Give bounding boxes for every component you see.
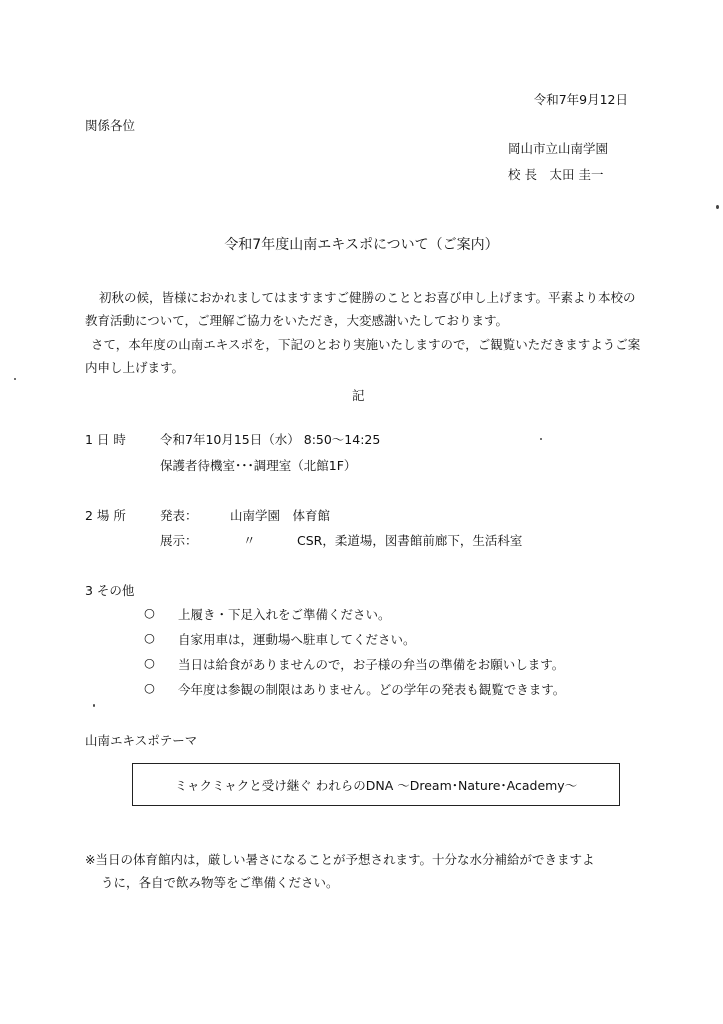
principal-name: 校 長 太田 圭一: [508, 167, 604, 182]
note-line-2: うに，各自で飲み物等をご準備ください。: [101, 875, 339, 890]
announcement-paragraph: さて，本年度の山南エキスポを，下記のとおり実施いたしますので，ご観覧いただきますようご案内申し上げます。: [85, 337, 641, 375]
scan-speck: [716, 205, 719, 209]
bullet-icon: ○: [144, 630, 155, 645]
datetime-value: 令和7年10月15日（水） 8:50～14:25: [160, 432, 381, 447]
scan-speck: [540, 438, 542, 440]
list-item: 今年度は参観の制限はありません。どの学年の発表も観覧できます。: [178, 682, 566, 697]
greeting-paragraph: 初秋の候，皆様におかれましてはますますご健勝のこととお喜び申し上げます。平素より本校の教育活動について，ご理解ご協力をいただき，大変感謝いたしております。: [85, 290, 636, 328]
other-label: 3 その他: [85, 583, 135, 598]
waiting-room: 保護者待機室･･･調理室（北館1F）: [160, 458, 357, 473]
list-item: 当日は給食がありませんので，お子様の弁当の準備をお願いします。: [178, 657, 565, 672]
bullet-icon: ○: [144, 655, 155, 670]
ditto-mark: 〃: [243, 533, 256, 548]
document-title: 令和7年度山南エキスポについて（ご案内）: [224, 237, 499, 253]
heat-note: [85, 848, 645, 894]
bullet-icon: ○: [144, 680, 155, 695]
addressee: 関係各位: [85, 118, 136, 133]
bullet-icon: ○: [144, 605, 155, 620]
theme-heading: 山南エキスポテーマ: [85, 733, 198, 748]
note-line-1: ※当日の体育館内は，厳しい暑さになることが予想されます。十分な水分補給ができますよ: [85, 852, 595, 867]
sender-block: [508, 136, 608, 188]
place-label: 2 場 所: [85, 508, 126, 523]
exhibit-label: 展示：: [160, 533, 198, 548]
list-item: 上履き・下足入れをご準備ください。: [178, 607, 391, 622]
presentation-label: 発表：: [160, 508, 198, 523]
datetime-label: 1 日 時: [85, 432, 126, 447]
theme-box: [132, 763, 620, 806]
scan-speck: [93, 704, 95, 707]
document-date: 令和7年9月12日: [533, 92, 628, 107]
exhibit-venue: CSR，柔道場，図書館前廊下，生活科室: [297, 533, 523, 548]
list-item: 自家用車は，運動場へ駐車してください。: [178, 632, 416, 647]
ki-heading: 記: [352, 388, 365, 403]
theme-text: ミャクミャクと受け継ぐ われらのDNA ～Dream･Nature･Academy～: [174, 777, 578, 793]
school-name: 岡山市立山南学園: [508, 141, 609, 156]
scan-speck: [14, 378, 16, 380]
presentation-venue: 山南学園 体育館: [230, 508, 331, 523]
